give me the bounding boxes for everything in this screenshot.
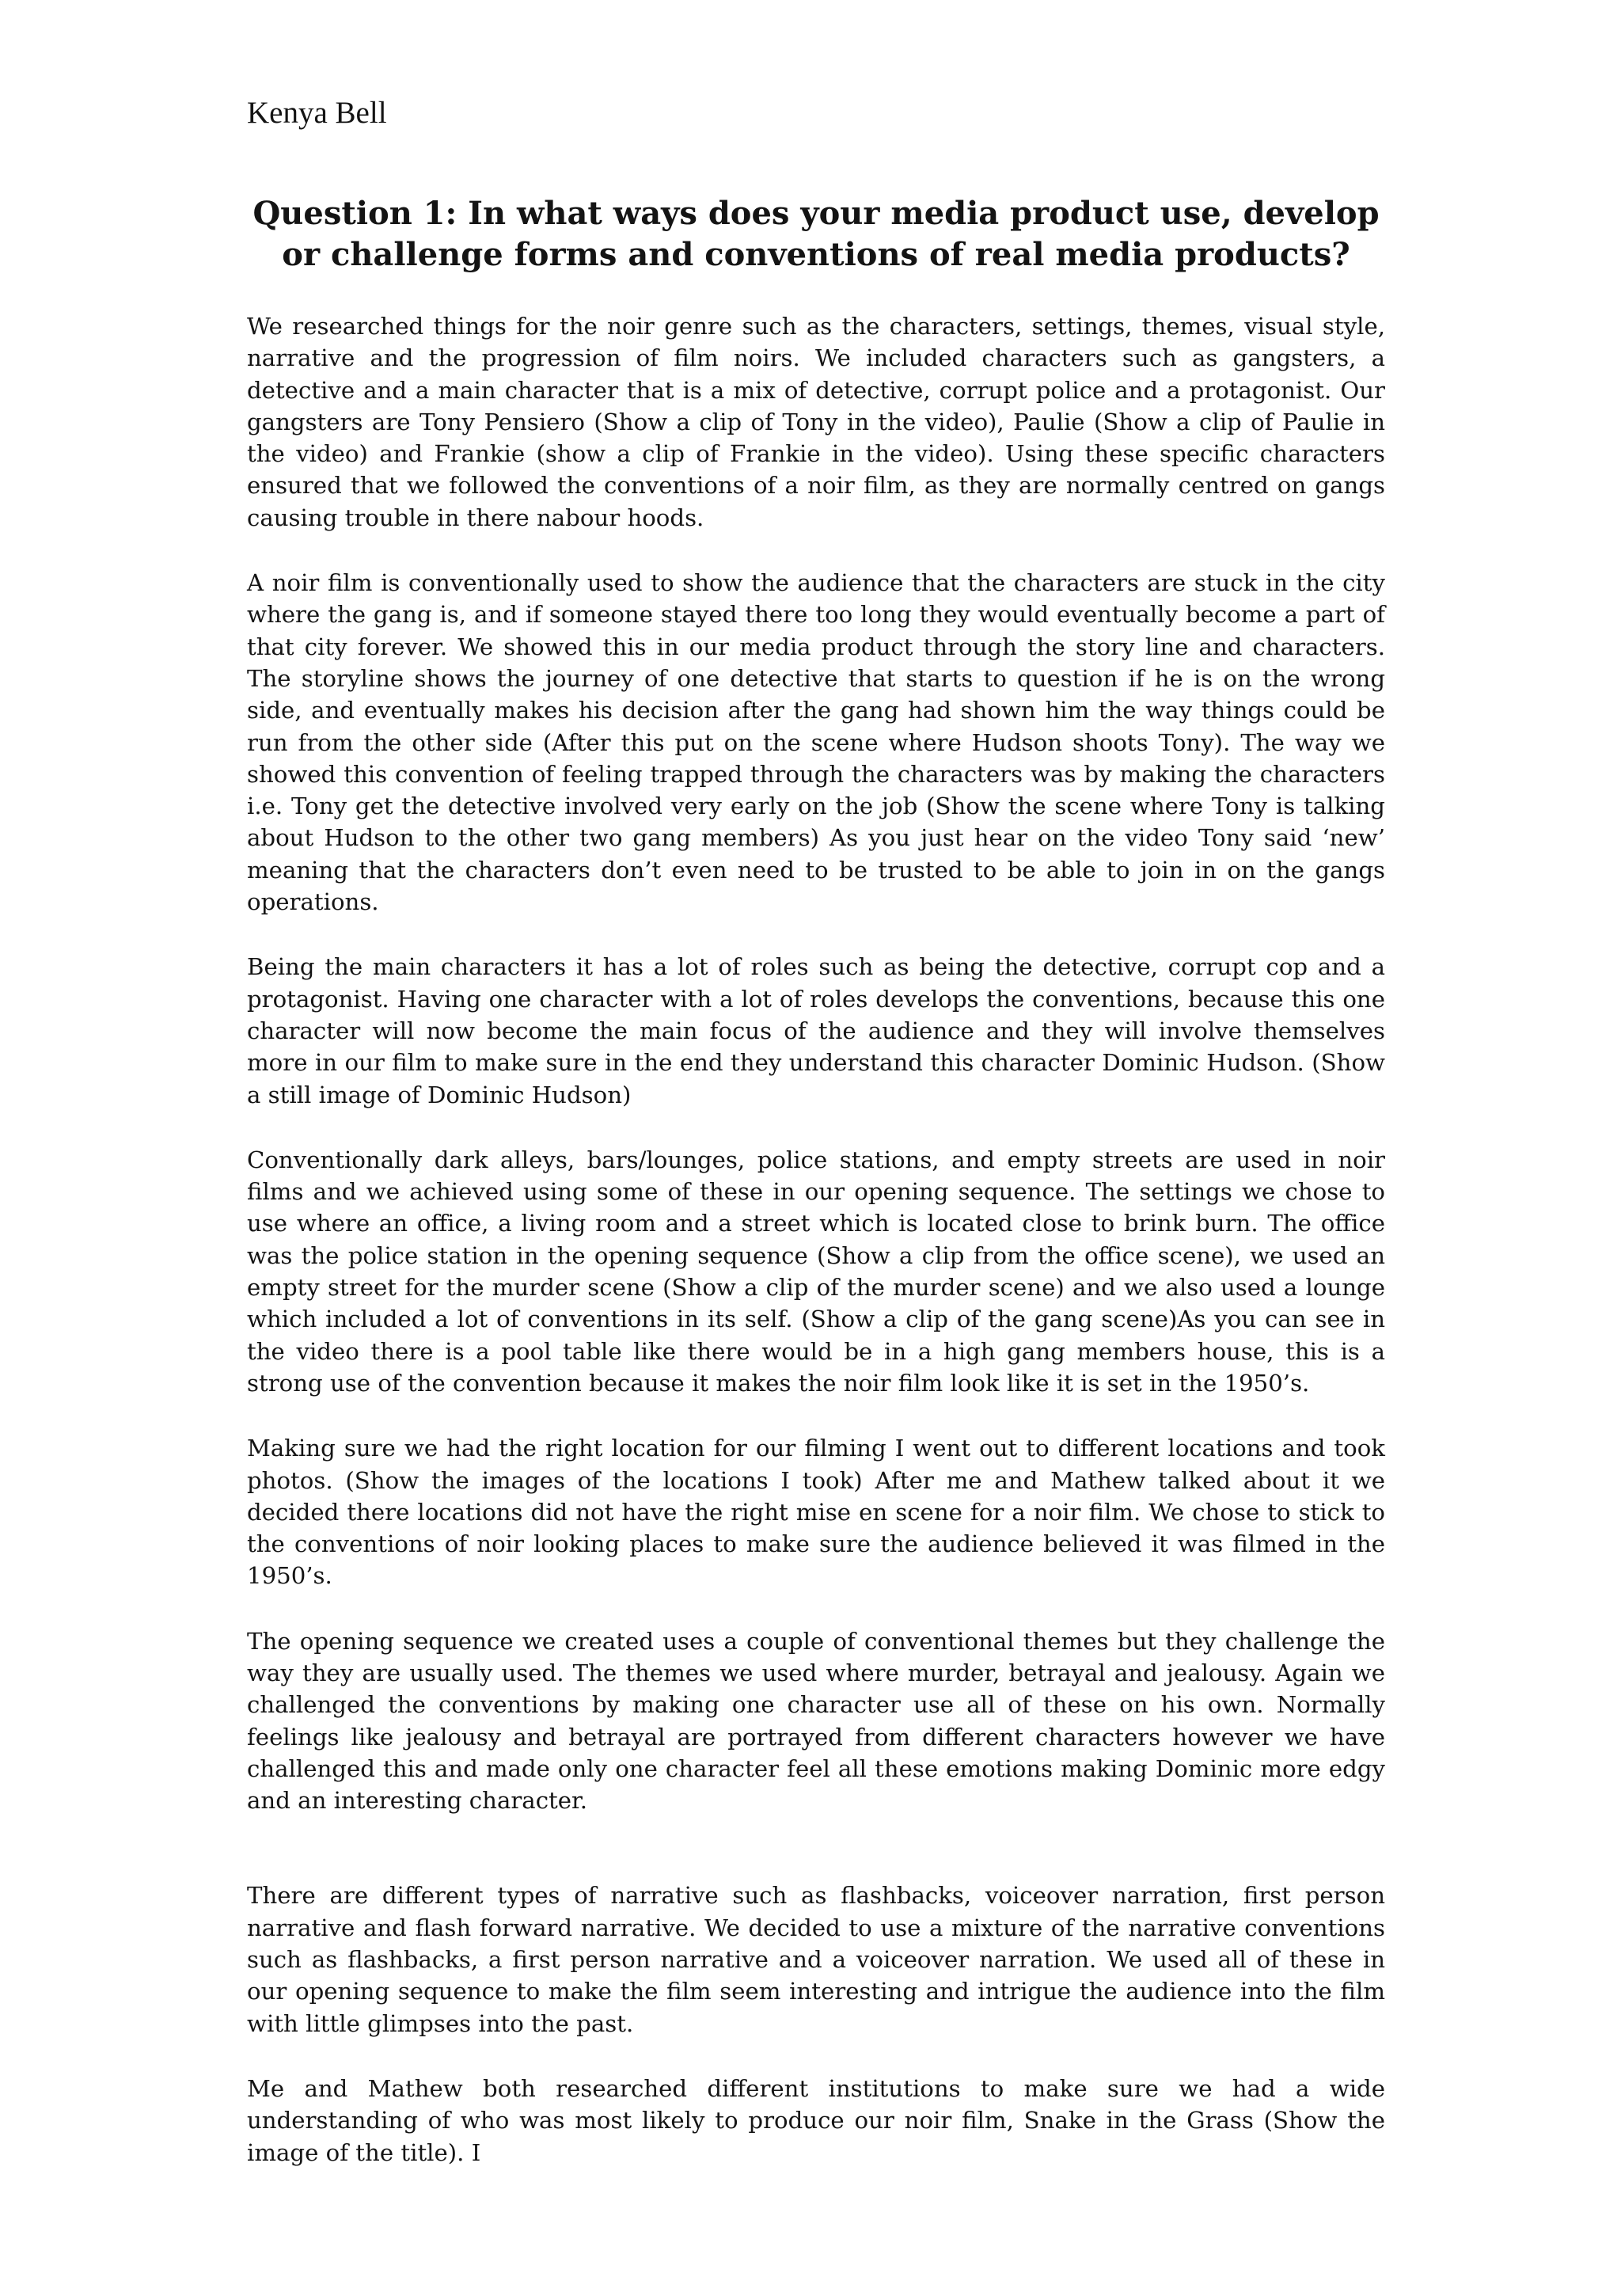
paragraph-main-character: Being the main characters it has a lot of roles such as being the detective, corrupt cop and a protagonist. Having one character with a lot of roles develops the conventions, because this one character will now become the main focus of the audience and they will involve themselves more in our film to make sure in the end they understand this character Dominic Hudson. (Show a still image of Dominic Hudson): [247, 953, 1385, 1108]
document-body: [247, 310, 1385, 2202]
question-title: Question 1: In what ways does your media product use, develop or challenge forms and conventions of real media products?: [252, 195, 1380, 273]
paragraph-city-convention: A noir film is conventionally used to show the audience that the characters are stuck in the city where the gang is, and if someone stayed there too long they would eventually become a part of that city forever. We showed this in our media product through the story line and characters. The storyline shows the journey of one detective that starts to question if he is on the wrong side, and eventually makes his decision after the gang had shown him the way things could be run from the other side (After this put on the scene where Hudson shoots Tony). The way we showed this convention of feeling trapped through the characters was by making the characters i.e. Tony get the detective involved very early on the job (Show the scene where Tony is talking about Hudson to the other two gang members) As you just hear on the video Tony said ‘new’ meaning that the characters don’t even need to be trusted to be able to join in on the gangs operations.: [247, 569, 1385, 916]
author-name: Kenya Bell: [247, 96, 387, 130]
paragraph-narrative: There are different types of narrative such as flashbacks, voiceover narration, first person narrative and flash forward narrative. We decided to use a mixture of the narrative conventions such as flashbacks, a first person narrative and a voiceover narration. We used all of these in our opening sequence to make the film seem interesting and intrigue the audience into the film with little glimpses into the past.: [247, 1882, 1385, 2037]
paragraph-settings: Conventionally dark alleys, bars/lounges, police stations, and empty streets are used in noir films and we achieved using some of these in our opening sequence. The settings we chose to use where an office, a living room and a street which is located close to brink burn. The office was the police station in the opening sequence (Show a clip from the office scene), we used an empty street for the murder scene (Show a clip of the murder scene) and we also used a lounge which included a lot of conventions in its self. (Show a clip of the gang scene)As you can see in the video there is a pool table like there would be in a high gang members house, this is a strong use of the convention because it makes the noir film look like it is set in the 1950’s.: [247, 1146, 1385, 1397]
paragraph-locations: Making sure we had the right location for our filming I went out to different locations and took photos. (Show the images of the locations I took) After me and Mathew talked about it we decided there locations did not have the right mise en scene for a noir film. We chose to stick to the conventions of noir looking places to make sure the audience believed it was filmed in the 1950’s.: [247, 1435, 1385, 1590]
paragraph-themes: The opening sequence we created uses a couple of conventional themes but they challenge the way they are usually used. The themes we used where murder, betrayal and jealousy. Again we challenged the conventions by making one character use all of these on his own. Normally feelings like jealousy and betrayal are portrayed from different characters however we have challenged this and made only one character feel all these emotions making Dominic more edgy and an interesting character.: [247, 1627, 1385, 1815]
paragraph-institutions: Me and Mathew both researched different institutions to make sure we had a wide understanding of who was most likely to produce our noir film, Snake in the Grass (Show the image of the title). I: [247, 2074, 1385, 2166]
paragraph-characters: We researched things for the noir genre such as the characters, settings, themes, visual style, narrative and the progression of film noirs. We included characters such as gangsters, a detective and a main character that is a mix of detective, corrupt police and a protagonist. Our gangsters are Tony Pensiero (Show a clip of Tony in the video), Paulie (Show a clip of Paulie in the video) and Frankie (show a clip of Frankie in the video). Using these specific characters ensured that we followed the conventions of a noir film, as they are normally centred on gangs causing trouble in there nabour hoods.: [247, 313, 1385, 531]
